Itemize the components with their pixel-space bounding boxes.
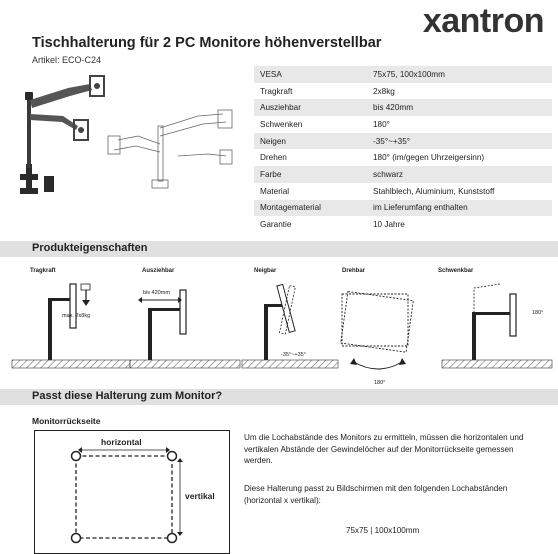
article-number: Artikel: ECO-C24 [32,55,102,65]
brand-logo: xantron [422,2,544,40]
spec-table [254,66,552,233]
spec-value: Stahlblech, Aluminium, Kunststoff [373,186,495,196]
spec-row [254,149,552,166]
spec-row [254,183,552,200]
monitor-back-title: Monitorrückseite [32,416,101,426]
spec-label: Ausziehbar [254,99,367,116]
spec-label: Neigen [254,133,367,150]
feature-neigbar-note: -35°~+35° [281,352,306,358]
spec-label: Material [260,186,290,196]
vertical-label: vertikal [185,491,215,501]
spec-value: bis 420mm [367,99,552,116]
feature-ausziehbar-note: bis 420mm [143,290,170,296]
spec-label: Farbe [254,166,367,183]
product-photo [8,66,118,196]
spec-row [254,133,552,150]
spec-value: 75x75, 100x100mm [367,66,552,83]
feature-drehbar-illustration [336,280,426,378]
spec-value: 180° (im/gegen Uhrzeigersinn) [373,153,485,163]
spec-label: Tragkraft [260,86,293,96]
spec-row [254,200,552,217]
spec-value: im Lieferumfang enthalten [367,200,552,217]
spec-label: Drehen [260,153,287,163]
spec-label: Schwenken [260,119,303,129]
fit-section-title: Passt diese Halterung zum Monitor? [32,390,223,402]
horizontal-label: horizontal [101,437,142,447]
spec-value: 2x8kg [373,86,395,96]
feature-tragkraft-note: max. 2x8kg [62,313,91,319]
hole-distance-paragraph: Um die Lochabstände des Monitors zu ermitteln, müssen die horizontalen und vertikalen Abstände der Gewindelöcher auf der Monitorrückseite gemessen werden. [244,433,524,466]
spec-row [254,166,552,183]
page-title: Tischhalterung für 2 PC Monitore höhenverstellbar [32,35,382,51]
spec-value: -35°~+35° [367,133,552,150]
feature-schwenkbar-illustration [440,278,555,370]
spec-row [254,66,552,83]
spec-value: schwarz [367,166,552,183]
spec-row [254,99,552,116]
spec-label: Garantie [260,220,292,230]
features-section-title: Produkteigenschaften [32,242,148,254]
feature-ausziehbar-label: Ausziehbar [142,268,175,274]
spec-row [254,116,552,133]
feature-schwenkbar-note: 180° [532,310,544,316]
feature-neigbar-label: Neigbar [254,268,277,274]
spec-value: 180° [373,119,390,129]
spec-label: VESA [254,66,367,83]
feature-drehbar-label: Drehbar [342,268,366,274]
spec-value: 10 Jahre [373,220,405,230]
feature-tragkraft-illustration [10,278,135,370]
vesa-sizes: 75x75 | 100x100mm [346,526,420,535]
technical-drawing [108,96,248,192]
spec-row [254,216,552,233]
spec-label: Montagematerial [254,200,367,217]
feature-drehbar-note: 180° [374,380,386,386]
compatibility-paragraph: Diese Halterung passt zu Bildschirmen mit den folgenden Lochabständen (horizontal x vertikal): [244,484,508,505]
feature-tragkraft-label: Tragkraft [30,268,56,274]
spec-row [254,83,552,100]
feature-schwenkbar-label: Schwenkbar [438,268,474,274]
